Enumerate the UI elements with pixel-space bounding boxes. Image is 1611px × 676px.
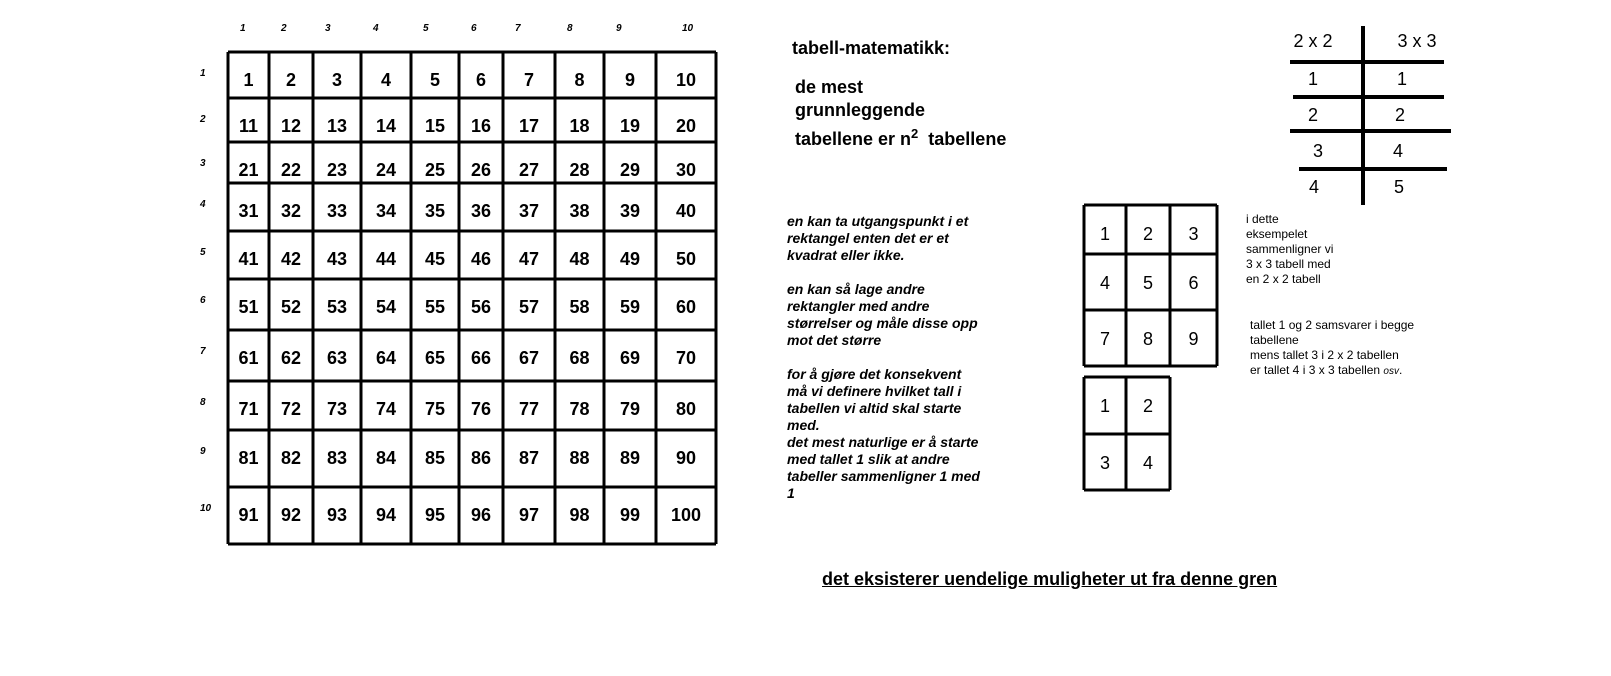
paragraph-line: en kan ta utgangspunkt i et <box>787 213 969 229</box>
note-line: tallet 1 og 2 samsvarer i begge <box>1250 318 1415 332</box>
note-dot: . <box>1398 363 1403 377</box>
grid-cell-value: 60 <box>675 297 697 317</box>
grid-cell-value: 35 <box>424 201 446 221</box>
grid-cell-value: 24 <box>375 160 397 180</box>
column-label: 4 <box>373 23 379 34</box>
paragraph-line: kvadrat eller ikke. <box>787 247 905 263</box>
grid-cell-value: 8 <box>574 70 585 90</box>
grid-cell-value: 38 <box>569 201 590 221</box>
paragraph-line: rektangel enten det er et <box>787 230 949 246</box>
grid-cell-value: 86 <box>470 448 492 468</box>
intro-line-1: de mest <box>795 77 864 97</box>
grid-cell-value: 58 <box>569 297 590 317</box>
note-line: sammenligner vi <box>1246 242 1334 256</box>
grid-cell-value: 20 <box>675 116 697 136</box>
paragraph-line: rektangler med andre <box>787 298 930 314</box>
grid-cell-value: 82 <box>280 448 302 468</box>
row-label: 7 <box>200 346 206 357</box>
compare-right-value: 5 <box>1393 177 1405 197</box>
grid3-cell-value: 2 <box>1142 224 1154 244</box>
grid3-cell-value: 7 <box>1099 329 1111 349</box>
column-label: 7 <box>515 23 521 34</box>
grid-cell-value: 99 <box>619 505 641 525</box>
grid-cell-value: 88 <box>569 448 590 468</box>
grid-cell-value: 98 <box>569 505 590 525</box>
grid-cell-value: 78 <box>569 399 590 419</box>
row-label: 6 <box>200 295 206 306</box>
grid-cell-value: 92 <box>280 505 302 525</box>
grid-cell-value: 76 <box>470 399 492 419</box>
grid-cell-value: 90 <box>675 448 697 468</box>
note-line: 3 x 3 tabell med <box>1246 257 1331 271</box>
grid-cell-value: 91 <box>238 505 259 525</box>
grid-cell-value: 42 <box>280 249 302 269</box>
grid-cell-value: 43 <box>326 249 348 269</box>
title: tabell-matematikk: <box>792 38 951 58</box>
grid-cell-value: 4 <box>380 70 392 90</box>
intro-line-3 <box>795 122 1006 151</box>
grid-cell-value: 13 <box>326 116 348 136</box>
compare-left-value: 1 <box>1307 69 1319 89</box>
grid-cell-value: 1 <box>243 70 254 90</box>
note-line: i dette <box>1246 212 1279 226</box>
grid-cell-value: 2 <box>285 70 297 90</box>
grid-cell-value: 80 <box>675 399 697 419</box>
grid-cell-value: 85 <box>424 448 446 468</box>
row-label: 8 <box>200 397 206 408</box>
grid2-cell-value: 1 <box>1099 396 1111 416</box>
grid-cell-value: 11 <box>238 116 259 136</box>
grid-cell-value: 75 <box>424 399 446 419</box>
column-label: 10 <box>682 23 694 34</box>
row-label: 2 <box>200 114 206 125</box>
grid-cell-value: 77 <box>518 399 540 419</box>
compare-right-value: 1 <box>1396 69 1408 89</box>
column-label: 6 <box>471 23 477 34</box>
grid-cell-value: 12 <box>280 116 302 136</box>
column-label: 8 <box>567 23 573 34</box>
row-label: 1 <box>200 68 206 79</box>
grid-cell-value: 22 <box>280 160 302 180</box>
grid-cell-value: 73 <box>326 399 348 419</box>
grid-cell-value: 40 <box>675 201 697 221</box>
grid-cell-value: 36 <box>470 201 492 221</box>
grid-cell-value: 74 <box>375 399 397 419</box>
grid-cell-value: 87 <box>518 448 540 468</box>
grid-cell-value: 39 <box>619 201 641 221</box>
explanation-text <box>787 213 1027 502</box>
intro-superscript: 2 <box>911 126 919 141</box>
grid-cell-value: 67 <box>518 348 540 368</box>
grid3-cell-value: 6 <box>1188 273 1199 293</box>
grid-cell-value: 18 <box>569 116 590 136</box>
grid-cell-value: 68 <box>569 348 590 368</box>
grid3-cell-value: 1 <box>1099 224 1111 244</box>
grid3-cell-value: 3 <box>1188 224 1199 244</box>
grid-cell-value: 6 <box>475 70 487 90</box>
note-comparison-last-text: er tallet 4 i 3 x 3 tabellen <box>1250 363 1381 377</box>
grid-cell-value: 21 <box>238 160 259 180</box>
footer-text: det eksisterer uendelige muligheter ut fra denne gren <box>822 569 1278 589</box>
grid-cell-value: 64 <box>375 348 397 368</box>
row-label: 9 <box>200 446 206 457</box>
paragraph-line: 1 <box>787 485 795 501</box>
compare-left-value: 3 <box>1312 141 1324 161</box>
grid-cell-value: 89 <box>619 448 641 468</box>
grid-cell-value: 44 <box>375 249 397 269</box>
grid-cell-value: 54 <box>375 297 397 317</box>
grid2-cell-value: 3 <box>1099 453 1111 473</box>
grid-cell-value: 25 <box>424 160 446 180</box>
grid-cell-value: 31 <box>238 201 259 221</box>
note-comparison <box>1250 318 1414 379</box>
column-label: 5 <box>423 23 429 34</box>
grid-cell-value: 93 <box>326 505 348 525</box>
paragraph-line: for å gjøre det konsekvent <box>787 366 962 382</box>
paragraph-line: må vi definere hvilket tall i <box>787 383 962 399</box>
compare-header: 2 x 2 <box>1293 31 1333 51</box>
compare-left-value: 4 <box>1308 177 1320 197</box>
paragraph-line: med tallet 1 slik at andre <box>787 451 950 467</box>
grid-cell-value: 30 <box>675 160 697 180</box>
grid-cell-value: 50 <box>675 249 697 269</box>
grid-cell-value: 100 <box>670 505 702 525</box>
grid-cell-value: 69 <box>619 348 641 368</box>
grid-cell-value: 10 <box>675 70 697 90</box>
grid2-cell-value: 4 <box>1142 453 1154 473</box>
compare-right-value: 4 <box>1392 141 1404 161</box>
grid-cell-value: 97 <box>518 505 540 525</box>
grid-cell-value: 61 <box>238 348 259 368</box>
grid-cell-value: 49 <box>619 249 641 269</box>
grid3-cell-value: 4 <box>1099 273 1111 293</box>
grid-cell-value: 26 <box>470 160 492 180</box>
note-osv: osv <box>1383 366 1399 377</box>
grid-cell-value: 23 <box>326 160 348 180</box>
grid-cell-value: 52 <box>280 297 302 317</box>
column-label: 3 <box>325 23 331 34</box>
column-label: 1 <box>240 23 246 34</box>
row-label: 10 <box>200 503 212 514</box>
paragraph-line: mot det større <box>787 332 882 348</box>
paragraph-line: det mest naturlige er å starte <box>787 434 979 450</box>
grid-cell-value: 57 <box>518 297 540 317</box>
grid-cell-value: 19 <box>619 116 641 136</box>
grid-cell-value: 29 <box>619 160 641 180</box>
paragraph <box>787 213 1027 264</box>
compare-left-value: 2 <box>1307 105 1319 125</box>
paragraph-line: en kan så lage andre <box>787 281 925 297</box>
grid-cell-value: 32 <box>280 201 302 221</box>
grid-cell-value: 53 <box>326 297 348 317</box>
grid-cell-value: 81 <box>238 448 259 468</box>
grid-cell-value: 3 <box>331 70 343 90</box>
paragraph-line: med. <box>787 417 820 433</box>
row-label: 5 <box>200 247 206 258</box>
grid-cell-value: 66 <box>470 348 492 368</box>
grid-cell-value: 71 <box>238 399 259 419</box>
intro-text <box>795 76 1006 151</box>
grid-cell-value: 15 <box>424 116 446 136</box>
grid-cell-value: 41 <box>238 249 259 269</box>
grid2-cell-value: 2 <box>1142 396 1154 416</box>
row-label: 4 <box>200 199 206 210</box>
grid-cell-value: 59 <box>619 297 641 317</box>
grid-cell-value: 63 <box>326 348 348 368</box>
paragraph-line: tabellen vi altid skal starte <box>787 400 962 416</box>
note-line: eksempelet <box>1246 227 1308 241</box>
grid-cell-value: 72 <box>280 399 302 419</box>
grid-cell-value: 9 <box>624 70 636 90</box>
compare-right-value: 2 <box>1394 105 1406 125</box>
grid-cell-value: 62 <box>280 348 302 368</box>
grid-cell-value: 27 <box>518 160 540 180</box>
grid-cell-value: 28 <box>569 160 590 180</box>
note-line: en 2 x 2 tabell <box>1246 272 1321 286</box>
row-label: 3 <box>200 158 206 169</box>
paragraph <box>787 281 1027 349</box>
grid3-cell-value: 8 <box>1142 329 1154 349</box>
grid-cell-value: 70 <box>675 348 697 368</box>
compare-header: 3 x 3 <box>1397 31 1437 51</box>
intro-line-3-before: tabellene er n <box>795 129 912 149</box>
note-line: mens tallet 3 i 2 x 2 tabellen <box>1250 348 1399 362</box>
column-label: 2 <box>281 23 287 34</box>
grid-cell-value: 16 <box>470 116 492 136</box>
grid-cell-value: 94 <box>375 505 397 525</box>
grid-cell-value: 48 <box>569 249 590 269</box>
paragraph-line: tabeller sammenligner 1 med <box>787 468 980 484</box>
grid3-cell-value: 5 <box>1142 273 1154 293</box>
paragraph-line: størrelser og måle disse opp <box>787 315 978 331</box>
grid-cell-value: 7 <box>523 70 535 90</box>
grid-cell-value: 84 <box>375 448 397 468</box>
paragraph <box>787 366 1027 502</box>
note-line: tabellene <box>1250 333 1299 347</box>
intro-line-2: grunnleggende <box>795 100 925 120</box>
grid-cell-value: 96 <box>470 505 492 525</box>
column-label: 9 <box>616 23 622 34</box>
note-example <box>1246 212 1333 287</box>
grid-cell-value: 46 <box>470 249 492 269</box>
grid-cell-value: 34 <box>375 201 397 221</box>
grid-cell-value: 51 <box>238 297 259 317</box>
grid-cell-value: 5 <box>429 70 441 90</box>
note-comparison-last-line <box>1250 363 1414 379</box>
grid-cell-value: 37 <box>518 201 540 221</box>
grid-cell-value: 17 <box>518 116 540 136</box>
intro-line-3-after: tabellene <box>928 129 1007 149</box>
grid-cell-value: 83 <box>326 448 348 468</box>
grid-cell-value: 55 <box>424 297 446 317</box>
grid-cell-value: 65 <box>424 348 446 368</box>
grid-cell-value: 95 <box>424 505 446 525</box>
grid-cell-value: 14 <box>375 116 397 136</box>
grid-cell-value: 79 <box>619 399 641 419</box>
grid-cell-value: 45 <box>424 249 446 269</box>
grid-cell-value: 33 <box>326 201 348 221</box>
grid3-cell-value: 9 <box>1188 329 1199 349</box>
grid-cell-value: 56 <box>470 297 492 317</box>
grid-cell-value: 47 <box>518 249 540 269</box>
